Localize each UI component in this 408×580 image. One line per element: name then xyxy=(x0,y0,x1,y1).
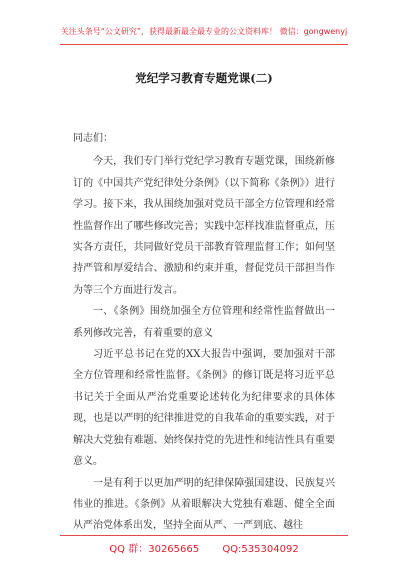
page-footer xyxy=(0,540,408,555)
footer-qq-group: QQ 群：30265665 xyxy=(109,544,200,555)
footer-divider xyxy=(60,535,348,536)
footer-qq: QQ:535304092 xyxy=(222,544,299,555)
section-heading: 一、《条例》围绕加强全方位管理和经常性监督做出一系列修改完善，有着重要的意义 xyxy=(73,306,335,339)
salutation: 同志们： xyxy=(73,133,113,144)
body-paragraph: 今天，我们专门举行党纪学习教育专题党课，围绕新修订的《中国共产党纪律处分条例》（以下简称《条例》）进行学习。接下来，我从围绕加强对党员干部全方位管理和经常性监督作出了哪些修改完善；实践中怎样找准监督重点，压实各方责任，共同做好党员干部教育管理监督工作；如何坚持严管和厚爱结合、激励和约束并重，督促党员干部担当作为等三个方面进行发言。 xyxy=(73,156,335,296)
body-paragraph: 一是有利于以更加严明的纪律保障强国建设、民族复兴伟业的推进。《条例》从着眼解决大党独有难题、健全全面从严治党体系出发，坚持全面从严、一严到底、越往 xyxy=(73,477,335,532)
body-paragraph: 习近平总书记在党的XX大报告中强调，要加强对干部全方位管理和经常性监督。《条例》的修订既是将习近平总书记关于全面从严治党重要论述转化为纪律要求的具体体现，也是以严明的纪律推进党的自我革命的重要实践，对于解决大党独有难题、始终保持党的先进性和纯洁性具有重要意义。 xyxy=(73,349,335,468)
page-header-notice: 关注头条号“公文研究”，获得最新最全最专业的公文资料库！ 微信：gongwenyj xyxy=(60,27,348,36)
document-body xyxy=(73,128,335,537)
document-title: 党纪学习教育专题党课(二) xyxy=(135,71,273,85)
header-divider xyxy=(60,44,348,45)
